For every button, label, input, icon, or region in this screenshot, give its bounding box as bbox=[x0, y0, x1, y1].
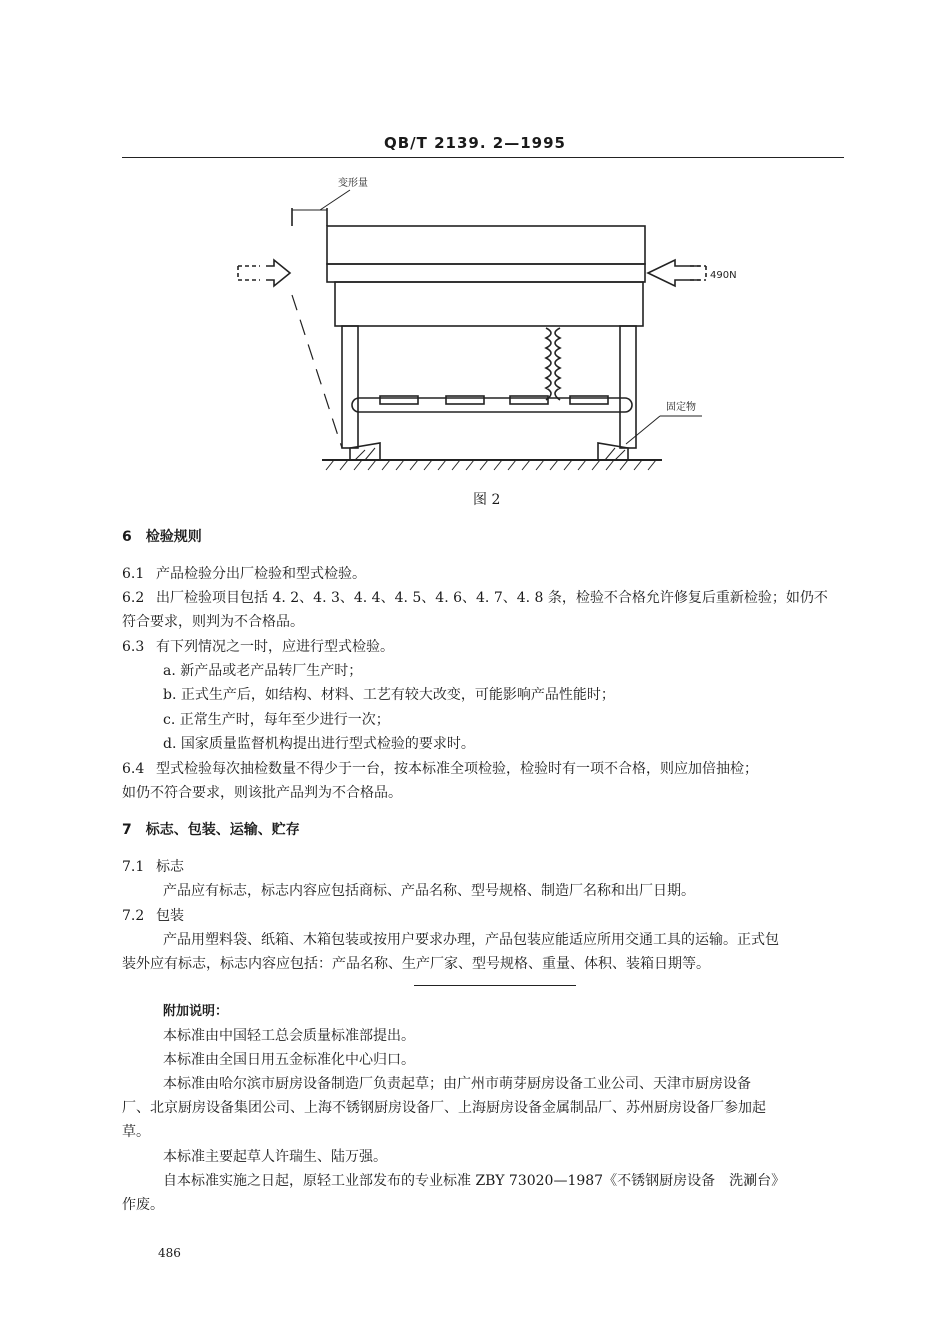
clause-7-1 bbox=[122, 857, 184, 877]
list-item-b: b. 正式生产后，如结构、材料、工艺有较大改变，可能影响产品性能时； bbox=[163, 687, 615, 703]
clause-number: 6.4 bbox=[122, 761, 145, 777]
fixture-label: 固定物 bbox=[666, 402, 696, 413]
list-item-c: c. 正常生产时，每年至少进行一次； bbox=[163, 712, 390, 728]
clause-title: 包装 bbox=[156, 908, 184, 924]
clause-number: 7.1 bbox=[122, 859, 145, 875]
clause-text: 有下列情况之一时，应进行型式检验。 bbox=[156, 639, 394, 655]
clause-text: 出厂检验项目包括 4. 2、4. 3、4. 4、4. 5、4. 6、4. 7、4. 8 条，检验不合格允许修复后重新检验；如仍不 bbox=[156, 590, 828, 606]
section-7-heading: 7 标志、包装、运输、贮存 bbox=[122, 822, 300, 838]
appendix-line-2: 本标准由全国日用五金标准化中心归口。 bbox=[163, 1052, 415, 1068]
clause-text: 产品检验分出厂检验和型式检验。 bbox=[156, 566, 366, 582]
clause-7-2 bbox=[122, 906, 184, 926]
appendix-line-5: 自本标准实施之日起，原轻工业部发布的专业标准 ZBY 73020—1987《不锈钢厨房设备 洗涮台》 bbox=[163, 1173, 786, 1189]
section-6-heading: 6 检验规则 bbox=[122, 529, 202, 545]
clause-number: 6.1 bbox=[122, 566, 145, 582]
document-code-header: QB/T 2139. 2—1995 bbox=[384, 134, 566, 152]
deformation-label: 变形量 bbox=[338, 178, 368, 189]
clause-number: 6.3 bbox=[122, 639, 145, 655]
clause-7-2-body-cont: 装外应有标志，标志内容应包括：产品名称、生产厂家、型号规格、重量、体积、装箱日期等。 bbox=[122, 956, 710, 972]
clause-number: 6.2 bbox=[122, 590, 145, 606]
appendix-line-3: 本标准由哈尔滨市厨房设备制造厂负责起草；由广州市萌芽厨房设备工业公司、天津市厨房设备 bbox=[163, 1076, 751, 1092]
appendix-line-4: 本标准主要起草人许瑞生、陆万强。 bbox=[163, 1149, 387, 1165]
page-number: 486 bbox=[158, 1246, 181, 1260]
appendix-heading: 附加说明： bbox=[163, 1004, 229, 1019]
clause-title: 标志 bbox=[156, 859, 184, 875]
clause-6-1 bbox=[122, 564, 366, 584]
appendix-line-3-cont: 厂、北京厨房设备集团公司、上海不锈钢厨房设备厂、上海厨房设备金属制品厂、苏州厨房设备厂参加起 bbox=[122, 1100, 766, 1116]
list-item-a: a. 新产品或老产品转厂生产时； bbox=[163, 663, 363, 679]
clause-6-2 bbox=[122, 588, 828, 608]
force-label: 490N bbox=[710, 270, 737, 281]
clause-7-2-body: 产品用塑料袋、纸箱、木箱包装或按用户要求办理，产品包装应能适应所用交通工具的运输。正式包 bbox=[163, 932, 779, 948]
clause-number: 7.2 bbox=[122, 908, 145, 924]
clause-6-4-cont: 如仍不符合要求，则该批产品判为不合格品。 bbox=[122, 785, 402, 801]
end-separator bbox=[414, 985, 576, 986]
clause-6-2-cont: 符合要求，则判为不合格品。 bbox=[122, 614, 304, 630]
figure-caption: 图 2 bbox=[473, 492, 501, 508]
clause-text: 型式检验每次抽检数量不得少于一台，按本标准全项检验，检验时有一项不合格，则应加倍抽检； bbox=[156, 761, 758, 777]
appendix-line-5-cont: 作废。 bbox=[122, 1197, 164, 1213]
clause-6-3 bbox=[122, 637, 394, 657]
clause-7-1-body: 产品应有标志，标志内容应包括商标、产品名称、型号规格、制造厂名称和出厂日期。 bbox=[163, 883, 695, 899]
appendix-line-3-end: 草。 bbox=[122, 1124, 150, 1140]
figure-2-diagram bbox=[230, 170, 760, 490]
appendix-line-1: 本标准由中国轻工总会质量标准部提出。 bbox=[163, 1028, 415, 1044]
header-rule bbox=[122, 157, 844, 158]
clause-6-4 bbox=[122, 759, 758, 779]
list-item-d: d. 国家质量监督机构提出进行型式检验的要求时。 bbox=[163, 736, 475, 752]
